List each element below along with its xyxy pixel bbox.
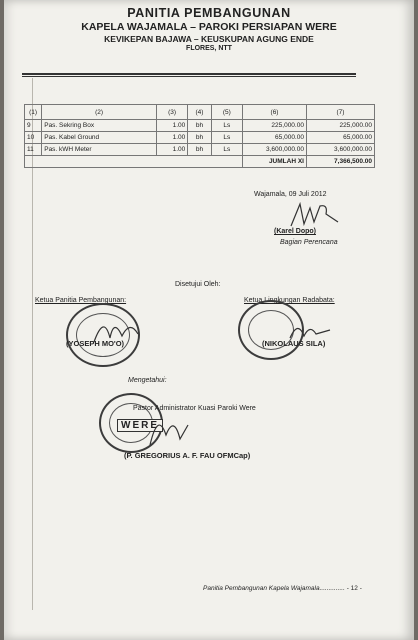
letterhead [4,6,414,52]
header-rule-thin [22,76,356,77]
row-total: 65,000.00 [306,132,374,144]
row-type: Ls [211,144,242,156]
row-item: Pas. kWH Meter [42,144,157,156]
table-row [25,144,375,156]
header-rule-thick [22,73,356,75]
pastor-signature [144,405,194,449]
page-number: - 12 - [346,585,362,592]
row-qty: 1.00 [156,144,187,156]
row-total: 3,600,000.00 [306,144,374,156]
col-header: (6) [243,105,307,120]
row-unit: bh [188,120,211,132]
row-number: 11 [25,144,42,156]
letterhead-title: PANITIA PEMBANGUNAN [127,6,291,20]
row-price: 3,600,000.00 [243,144,307,156]
col-header: (7) [306,105,374,120]
row-item: Pas. Kabel Ground [42,132,157,144]
col-header: (5) [211,105,242,120]
row-type: Ls [211,132,242,144]
row-number: 10 [25,132,42,144]
chair-name: (YOSEPH MO'O) [66,339,125,348]
page-footer [203,585,362,592]
footer-text: Panitia Pembangunan Kapela Wajamala.............. [203,585,345,592]
letterhead-subtitle: KAPELA WAJAMALA – PAROKI PERSIAPAN WERE [81,21,337,33]
chair-label: Ketua Panitia Pembangunan: [35,297,127,304]
col-header: (2) [42,105,157,120]
row-qty: 1.00 [156,120,187,132]
row-number: 9 [25,120,42,132]
table-row [25,132,375,144]
total-label: JUMLAH XI [243,156,307,168]
neighborhood-chair-label: Ketua Lingkungan Radabata: [244,297,335,304]
preparer-role: Bagian Perencana [280,239,338,246]
acknowledged-label: Mengetahui: [128,377,167,384]
neighborhood-chair-name: (NIKOLAUS SILA) [262,339,326,348]
pastor-name: (P. GREGORIUS A. F. FAU OFMCap) [124,451,251,460]
row-price: 225,000.00 [243,120,307,132]
total-spacer [25,156,243,168]
row-item: Pas. Sekring Box [42,120,157,132]
row-type: Ls [211,120,242,132]
letterhead-diocese: KEVIKEPAN BAJAWA – KEUSKUPAN AGUNG ENDE [104,34,314,44]
place-date: Wajamala, 09 Juli 2012 [254,191,327,198]
document-page [4,0,414,640]
table-header-row [25,105,375,120]
approved-label: Disetujui Oleh: [175,281,221,288]
row-price: 65,000.00 [243,132,307,144]
pastor-label: Pastor Administrator Kuasi Paroki Were [133,405,256,412]
total-value: 7,366,500.00 [306,156,374,168]
row-unit: bh [188,132,211,144]
stamp-word: WERE [117,419,163,432]
col-header: (4) [188,105,211,120]
table-row [25,120,375,132]
preparer-name: (Karel Dopo) [274,228,316,235]
cost-table [24,104,375,168]
row-qty: 1.00 [156,132,187,144]
table-total-row [25,156,375,168]
letterhead-location: FLORES, NTT [186,45,232,52]
col-header: (3) [156,105,187,120]
row-total: 225,000.00 [306,120,374,132]
col-header: (1) [25,105,42,120]
row-unit: bh [188,144,211,156]
